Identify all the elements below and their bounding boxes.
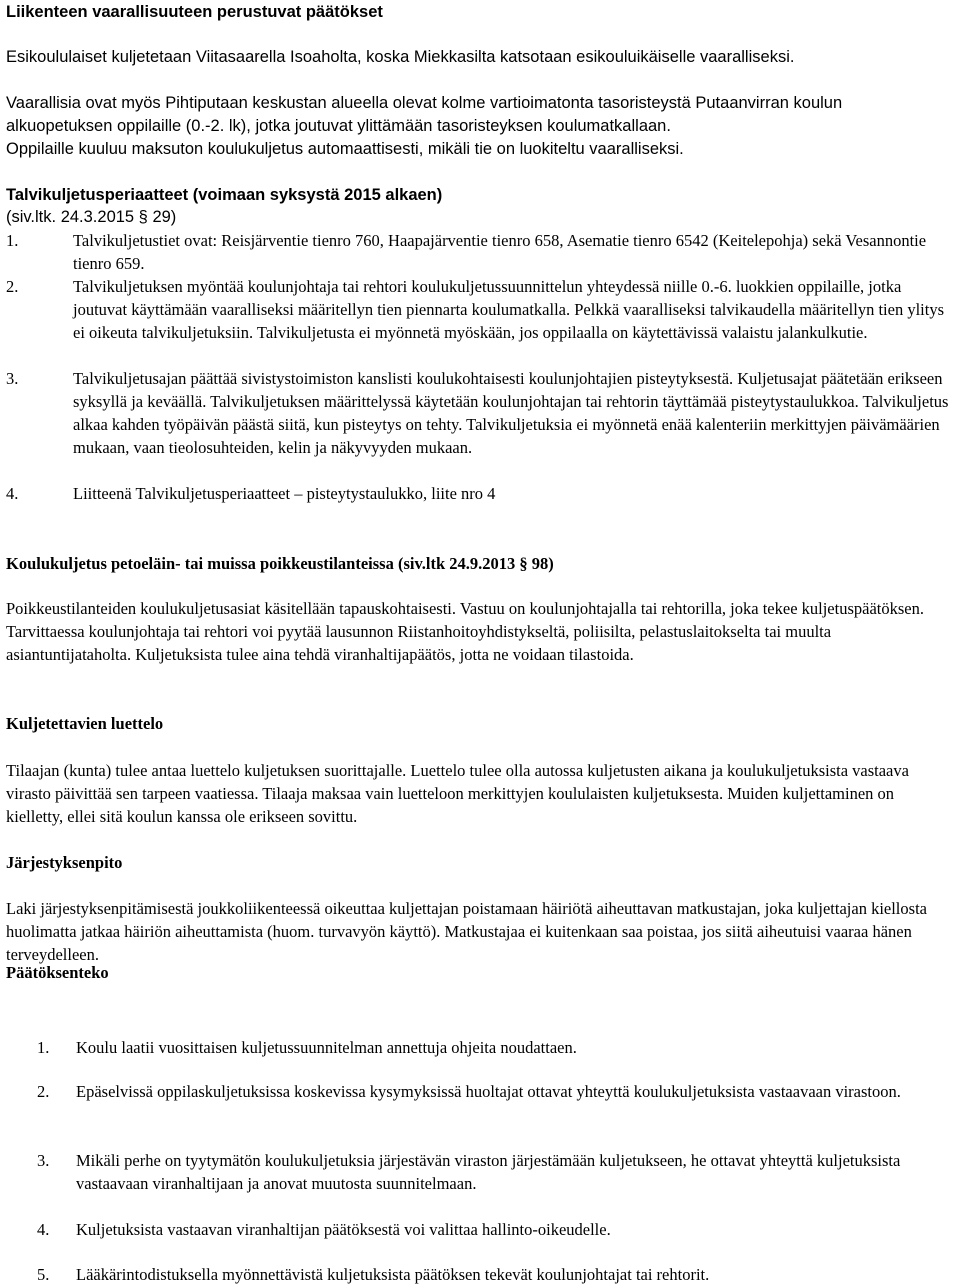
list-number: 1. (6, 231, 19, 250)
decision-item-3 (6, 1149, 954, 1195)
list-text: Mikäli perhe on tyytymätön koulukuljetuksia järjestävän viraston järjestämään kuljetukseen, he ottavat yhteyttä kuljetuksista vastaavaan viranhaltijaan ja anovat muutosta suunnitelmaan. (76, 1151, 901, 1193)
paragraph-level-crossings-line2: alkuopetuksen oppilaille (0.-2. lk), jotka joutuvat ylittämään tasoristeyksen koulumatkallaan. (6, 117, 671, 135)
winter-item-3 (6, 367, 954, 459)
list-number: 4. (37, 1220, 50, 1239)
list-text: Kuljetuksista vastaavan viranhaltijan päätöksestä voi valittaa hallinto-oikeudelle. (76, 1220, 611, 1239)
section-heading-exceptional: Koulukuljetus petoeläin- tai muissa poikkeustilanteissa (siv.ltk 24.9.2013 § 98) (6, 554, 554, 573)
list-text: Koulu laatii vuosittaisen kuljetussuunnitelman annettuja ohjeita noudattaen. (76, 1038, 577, 1057)
winter-item-4 (6, 482, 954, 505)
winter-reference: (siv.ltk. 24.3.2015 § 29) (6, 208, 177, 226)
list-text: Lääkärintodistuksella myönnettävistä kuljetuksista päätöksen tekevät koulunjohtajat tai rehtorit. (76, 1265, 710, 1284)
section-heading-order: Järjestyksenpito (6, 853, 123, 872)
list-number: 5. (37, 1265, 50, 1284)
list-number: 1. (37, 1038, 50, 1057)
paragraph-preschool: Esikoululaiset kuljetetaan Viitasaarella Isoaholta, koska Miekkasilta katsotaan esikouluikäiselle vaaralliseksi. (6, 48, 795, 66)
decision-item-2 (6, 1080, 954, 1103)
list-text: Liitteenä Talvikuljetusperiaatteet – pisteytystaulukko, liite nro 4 (73, 484, 496, 503)
list-text: Talvikuljetustiet ovat: Reisjärventie tienro 760, Haapajärventie tienro 658, Asematie tienro 6542 (Keitelepohja) sekä Vesannontie tienro 659. (73, 231, 927, 273)
list-number: 3. (37, 1151, 50, 1170)
list-text: Talvikuljetuksen myöntää koulunjohtaja tai rehtori koulukuljetussuunnittelun yhteydessä niille 0.-6. luokkien oppilaille, jotka joutuvat käyttämään vaaralliseksi määritellyn tien piennarta koulumatkalla. Pelkkä vaaralliseksi talvikaudella määritellyn tien ylitys ei oikeuta talvikuljetuksiin. Talvikuljetusta ei myönnetä myöskään, jos oppilaalla on käytettävissä valaistu jalankulkutie. (73, 277, 945, 342)
list-number: 2. (37, 1082, 50, 1101)
paragraph-level-crossings-line3: Oppilaille kuuluu maksuton koulukuljetus automaattisesti, mikäli tie on luokiteltu vaaralliseksi. (6, 140, 684, 158)
decision-item-4 (6, 1218, 954, 1241)
paragraph-exceptional: Poikkeustilanteiden koulukuljetusasiat käsitellään tapauskohtaisesti. Vastuu on koulunjohtajalla tai rehtorilla, joka tekee kuljetuspäätöksen. Tarvittaessa koulunjohtaja tai rehtori voi pyytää lausunnon Riistanhoitoyhdistykseltä, poliisilta, pelastuslaitokselta tai muulta asiantuntijataholta. Kuljetuksista tulee aina tehdä viranhaltijapäätös, jotta ne voidaan tilastoida. (6, 599, 924, 664)
list-text: Talvikuljetusajan päättää sivistystoimiston kanslisti koulukohtaisesti koulunjohtajien pisteytyksestä. Kuljetusajat päätetään erikseen syksyllä ja keväällä. Talvikuljetuksen määrittelyssä käytetään koulunjohtajan tai rehtorin täyttämää pisteytystaulukkoa. Talvikuljetus alkaa kahden työpäivän päästä siitä, kun pisteytys on tehty. Talvikuljetuksia ei myönnetä enää kalenteriin merkittyjen päivämäärien mukaan, vaan tieolosuhteiden, kelin ja näkyvyyden mukaan. (73, 369, 949, 457)
paragraph-order: Laki järjestyksenpitämisestä joukkoliikenteessä oikeuttaa kuljettajan poistamaan häiriötä aiheuttavan matkustajan, joka kuljettajan kiellosta huolimatta jatkaa häiriön aiheuttamista (huom. turvavyön käyttö). Matkustajaa ei kuitenkaan saa poistaa, jos siitä aiheutuisi vaaraa hänen terveydelleen. (6, 899, 927, 964)
section-heading-passenger-list: Kuljetettavien luettelo (6, 714, 164, 733)
list-number: 3. (6, 369, 19, 388)
decision-item-1 (6, 1036, 954, 1059)
section-heading-winter: Talvikuljetusperiaatteet (voimaan syksystä 2015 alkaen) (6, 186, 443, 204)
list-number: 4. (6, 484, 19, 503)
paragraph-passenger-list: Tilaajan (kunta) tulee antaa luettelo kuljetuksen suorittajalle. Luettelo tulee olla autossa kuljetusten aikana ja koulukuljetuksista vastaava virasto päivittää sen tarpeen vaatiessa. Tilaaja maksaa vain luetteloon merkittyjen koululaisten kuljetuksesta. Muiden kuljettaminen on kielletty, ellei sitä koulun kanssa ole erikseen sovittu. (6, 761, 909, 826)
section-heading-decisions: Päätöksenteko (6, 963, 109, 982)
list-number: 2. (6, 277, 19, 296)
paragraph-level-crossings-line1: Vaarallisia ovat myös Pihtiputaan keskustan alueella olevat kolme vartioimatonta tasoristeystä Putaanvirran koulun (6, 94, 843, 112)
winter-item-2 (6, 275, 954, 344)
winter-item-1 (6, 229, 954, 275)
decision-item-5 (6, 1263, 954, 1286)
list-text: Epäselvissä oppilaskuljetuksissa koskevissa kysymyksissä huoltajat ottavat yhteyttä koulukuljetuksista vastaavaan virastoon. (76, 1082, 901, 1101)
section-heading-traffic: Liikenteen vaarallisuuteen perustuvat päätökset (6, 3, 383, 21)
